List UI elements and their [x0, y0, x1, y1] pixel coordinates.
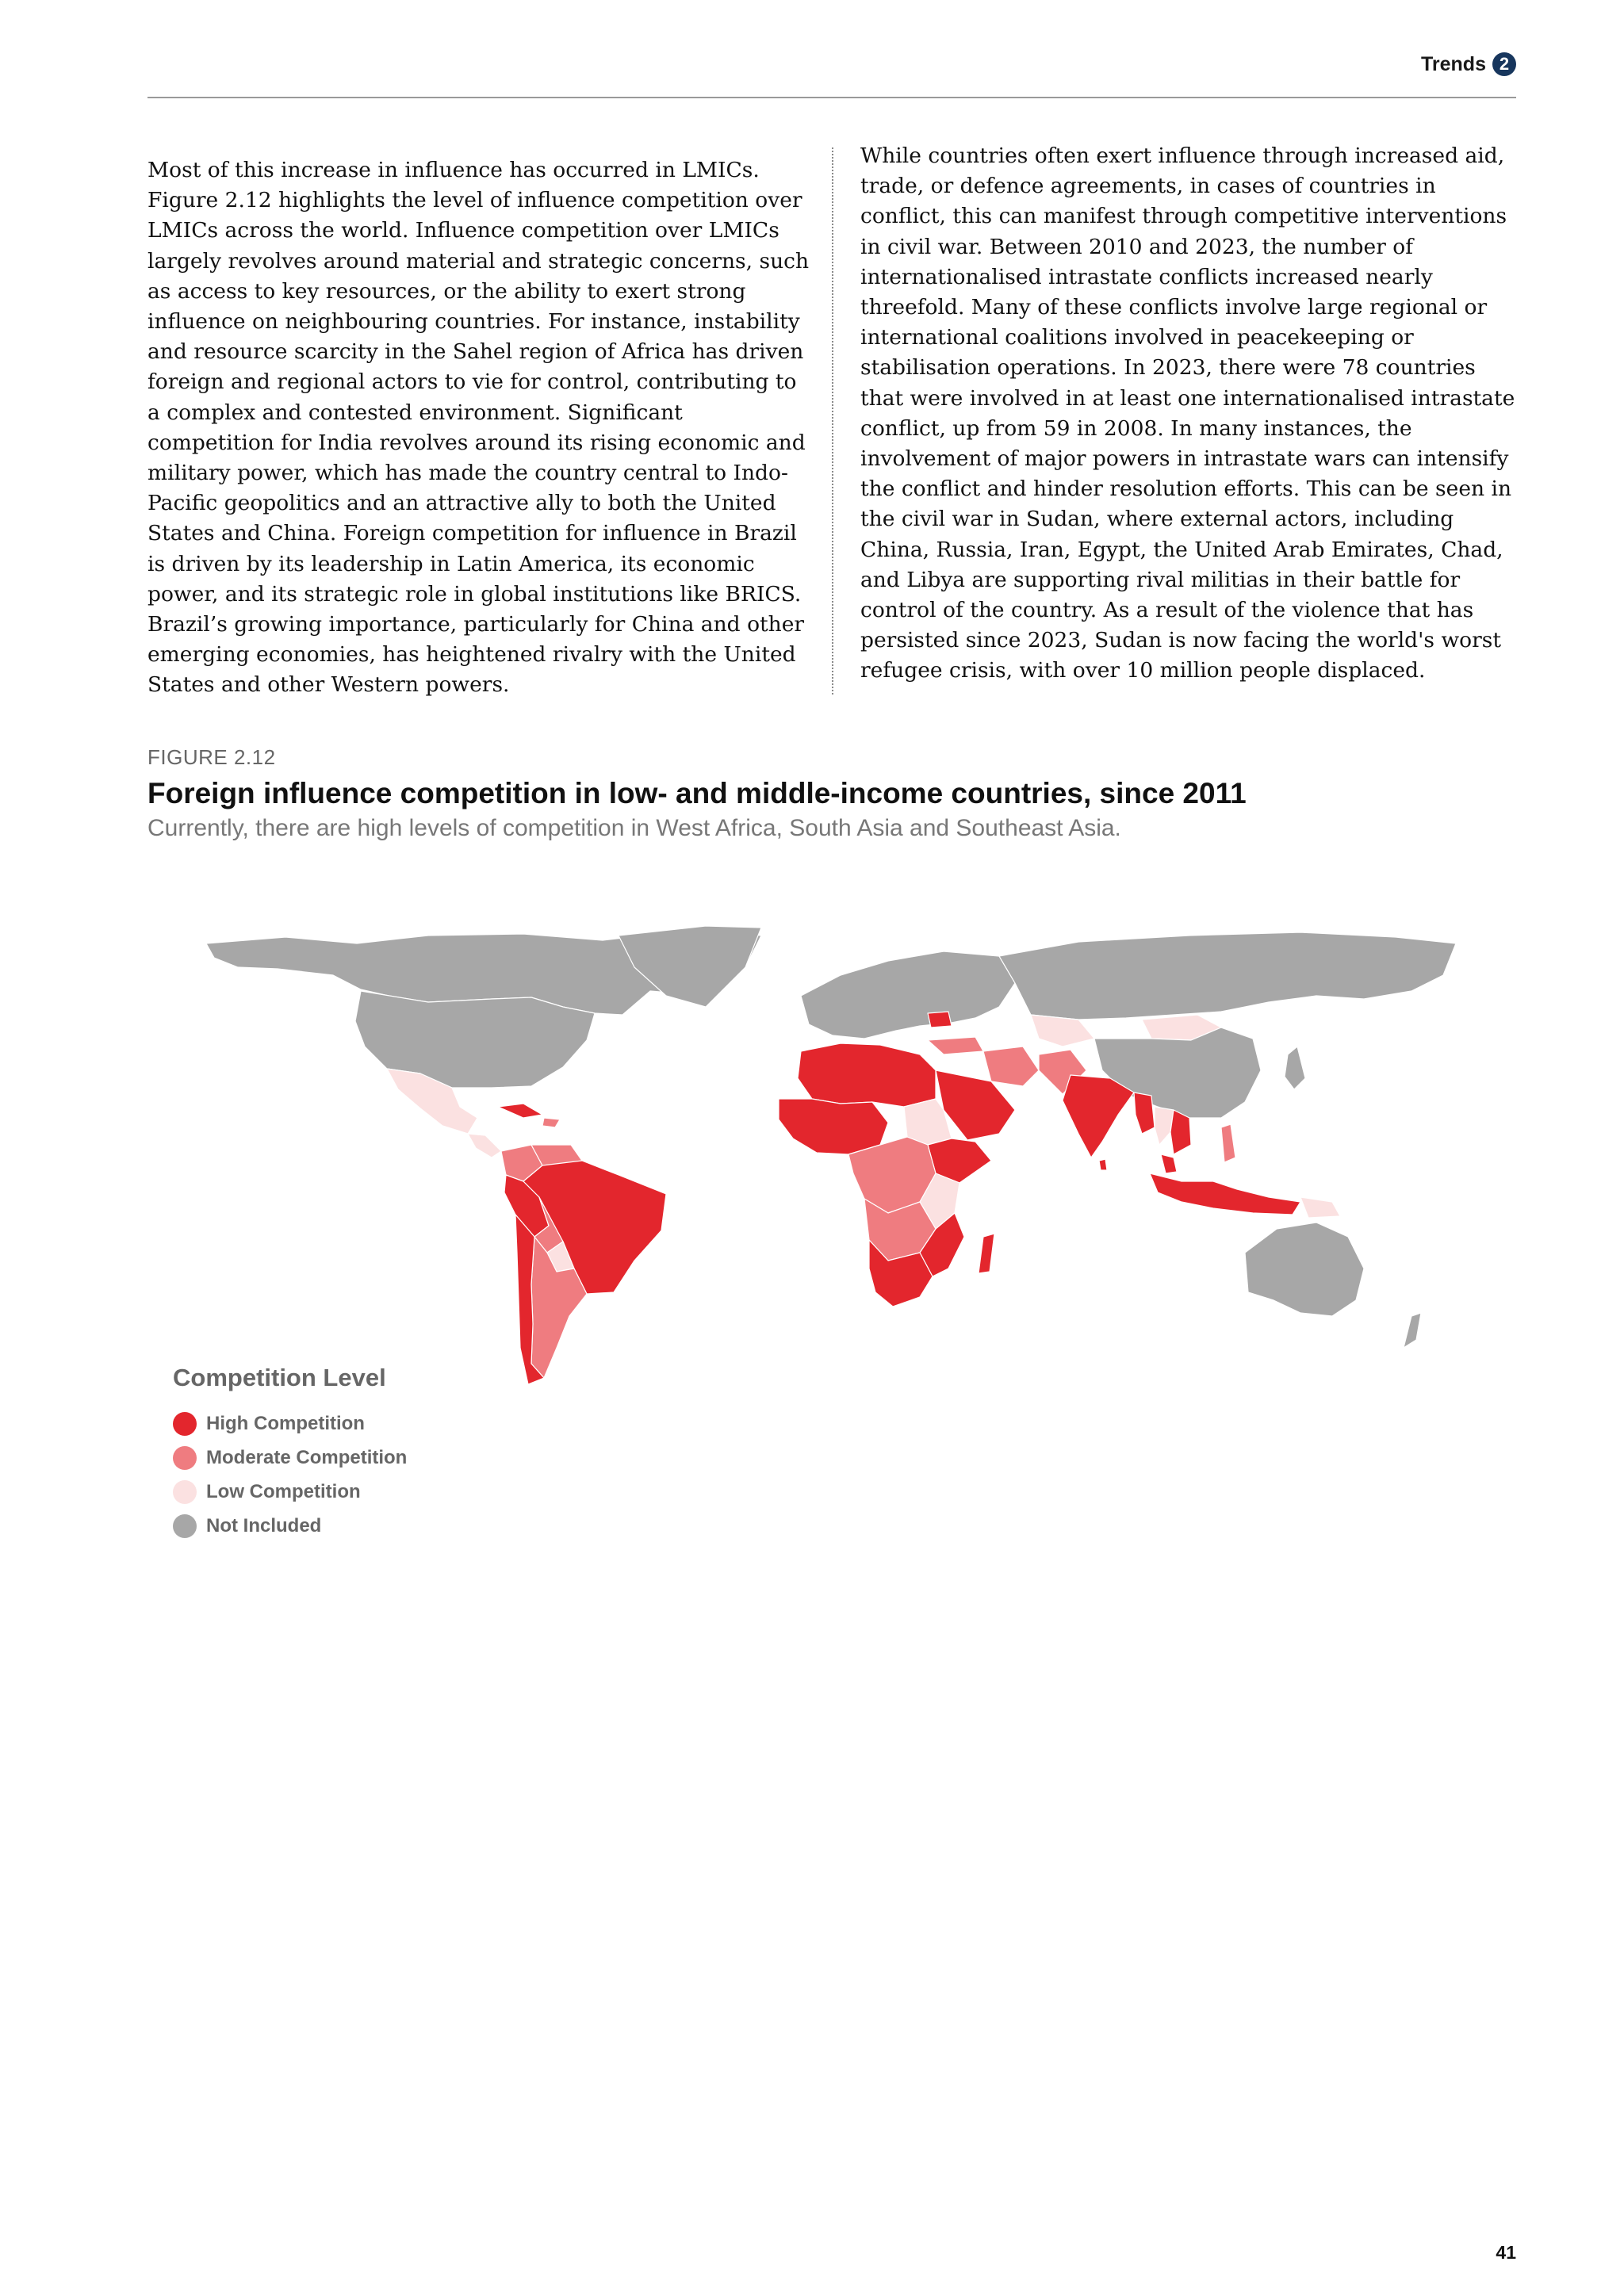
map-region-australia	[1245, 1223, 1364, 1316]
figure-label: FIGURE 2.12	[147, 745, 276, 769]
map-region-romania	[928, 1012, 952, 1027]
page-number: 41	[1496, 2242, 1516, 2263]
legend-swatch-moderate	[173, 1446, 197, 1470]
legend-swatch-low	[173, 1480, 197, 1504]
legend-swatch-not-included	[173, 1514, 197, 1538]
legend-label-high: High Competition	[206, 1412, 365, 1434]
section-number-badge: 2	[1492, 52, 1516, 76]
map-region-new-zealand	[1404, 1313, 1421, 1348]
map-region-central-america	[468, 1134, 501, 1158]
map-region-turkey	[928, 1037, 983, 1054]
legend-item-high	[173, 1406, 407, 1441]
map-region-thailand-laos	[1155, 1107, 1174, 1145]
column-divider	[832, 147, 833, 695]
legend-item-not-included	[173, 1509, 407, 1543]
legend-label-low: Low Competition	[206, 1480, 361, 1502]
page-header	[147, 52, 1516, 98]
map-region-europe	[801, 951, 1015, 1039]
map-region-caribbean	[542, 1118, 560, 1127]
map-region-cuba	[498, 1104, 542, 1118]
map-region-japan	[1285, 1047, 1305, 1089]
legend-label-moderate: Moderate Competition	[206, 1446, 408, 1468]
map-region-papua-new-guinea	[1300, 1197, 1340, 1218]
map-region-russia	[999, 932, 1456, 1020]
map-region-indonesia	[1150, 1173, 1300, 1215]
legend-title: Competition Level	[173, 1364, 386, 1391]
map-legend	[173, 1364, 407, 1543]
legend-label-not-included: Not Included	[206, 1514, 322, 1536]
figure-subtitle: Currently, there are high levels of competition in West Africa, South Asia and Southeast Asia.	[147, 815, 1121, 841]
figure-title: Foreign influence competition in low- and middle-income countries, since 2011	[147, 777, 1247, 809]
legend-item-moderate	[173, 1441, 407, 1475]
legend-item-low	[173, 1475, 407, 1509]
legend-swatch-high	[173, 1412, 197, 1436]
map-region-sri-lanka	[1099, 1159, 1107, 1170]
section-indicator	[1421, 52, 1516, 76]
world-choropleth-map	[190, 920, 1459, 1395]
body-text-right-column: While countries often exert influence through increased aid, trade, or defence agreements, in cases of countries in conflict, this can manifest through competitive interventions in civil war. Between 2010 and 2023, the number of internationalised intrastate conflicts increased nearly threefold. Many of these conflicts involve large regional or international coalitions involved in peacekeeping or stabilisation operations. In 2023, there were 78 countries that were involved in at least one internationalised intrastate conflict, up from 59 in 2008. In many instances, the involvement of major powers in intrastate wars can intensify the conflict and hinder resolution efforts. This can be seen in the civil war in Sudan, where external actors, including China, Russia, Iran, Egypt, the United Arab Emirates, Chad, and Libya are supporting rival militias in their battle for control of the country. As a result of the violence that has persisted since 2023, Sudan is now facing the world's worst refugee crisis, with over 10 million people displaced.	[860, 144, 1515, 683]
section-label: Trends	[1421, 52, 1486, 75]
map-region-myanmar	[1134, 1093, 1155, 1134]
map-region-india	[1063, 1075, 1134, 1158]
map-region-north-africa	[798, 1043, 936, 1107]
map-region-west-africa	[779, 1099, 888, 1154]
map-region-vietnam-cambodia	[1170, 1110, 1191, 1154]
map-region-malaysia	[1161, 1154, 1177, 1173]
map-region-iran	[983, 1047, 1039, 1086]
map-region-madagascar	[979, 1234, 994, 1273]
map-region-philippines	[1221, 1124, 1235, 1162]
body-text-left-column: Most of this increase in influence has occurred in LMICs. Figure 2.12 highlights the level of influence competition over LMICs across the world. Influence competition over LMICs largely revolves around material and strategic concerns, such as access to key resources, or the ability to exert strong influence on neighbouring countries. For instance, instability and resource scarcity in the Sahel region of Africa has driven foreign and regional actors to vie for control, contributing to a complex and contested environment. Significant competition for India revolves around its rising economic and military power, which has made the country central to Indo-Pacific geopolitics and an attractive ally to both the United States and China. Foreign competition for influence in Brazil is driven by its leadership in Latin America, its economic power, and its strategic role in global institutions like BRICS. Brazil’s growing importance, particularly for China and other emerging economies, has heightened rivalry with the United States and other Western powers.	[147, 158, 810, 698]
